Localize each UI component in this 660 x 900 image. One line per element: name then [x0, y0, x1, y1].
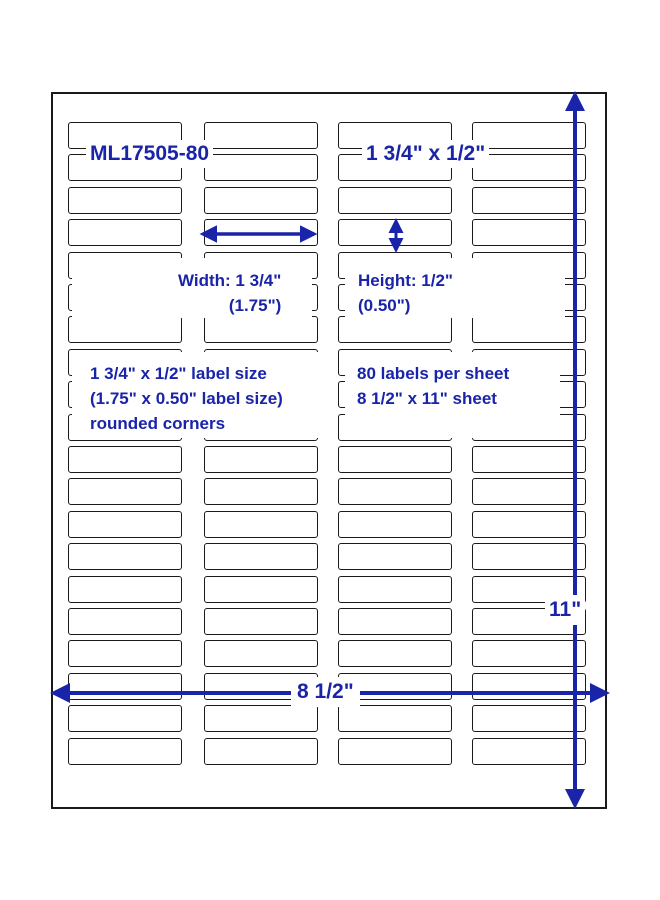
width-line-1: Width: 1 3/4": [178, 271, 282, 290]
sheet-height-label: 11": [545, 595, 585, 625]
spec-line-count: 80 labels per sheet: [357, 364, 510, 383]
height-line-2: (0.50"): [358, 296, 411, 315]
height-line-1: Height: 1/2": [358, 271, 453, 290]
spec-line-size: 1 3/4" x 1/2" label size: [90, 364, 267, 383]
width-line-2: (1.75"): [228, 296, 282, 315]
label-size-title: 1 3/4" x 1/2": [362, 140, 489, 168]
spec-line-corners: rounded corners: [90, 414, 226, 433]
spec-line-decimal-size: (1.75" x 0.50" label size): [90, 389, 283, 408]
spec-line-sheet: 8 1/2" x 11" sheet: [357, 389, 497, 408]
model-number: ML17505-80: [86, 140, 213, 168]
sheet-width-label: 8 1/2": [291, 677, 360, 707]
